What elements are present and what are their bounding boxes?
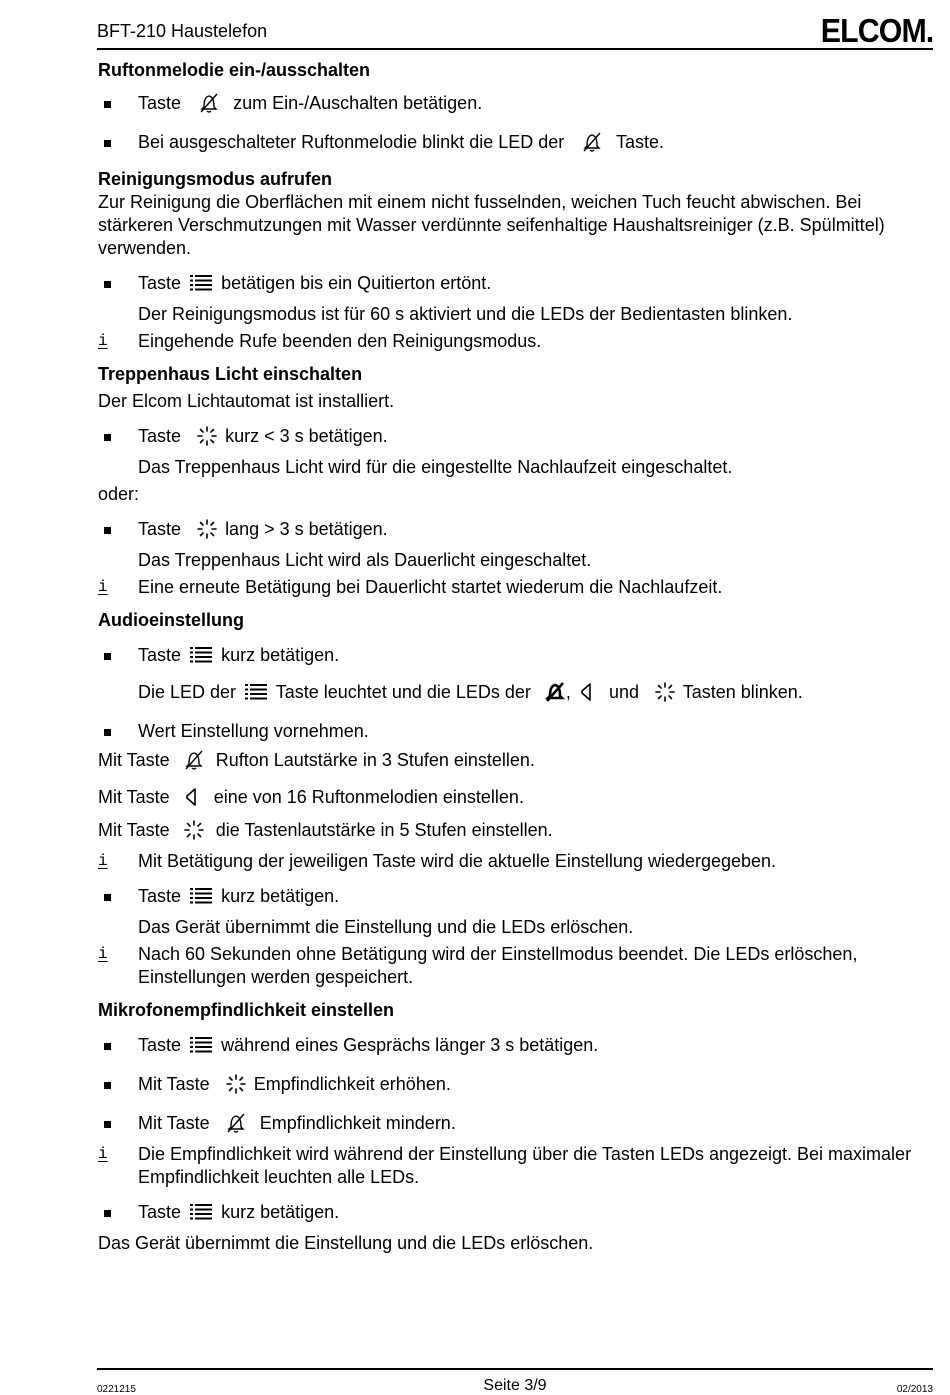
info-note: i Eine erneute Betätigung bei Dauerlicht startet wiederum die Nachlaufzeit. (98, 577, 723, 597)
heading-treppenhaus: Treppenhaus Licht einschalten (98, 364, 363, 384)
menu-icon (245, 682, 267, 708)
info-icon: i (98, 578, 108, 596)
info-note: i Nach 60 Sekunden ohne Betätigung wird der Einstellmodus beendet. Die LEDs erlöschen, Einstellungen werden gespeichert. (98, 944, 858, 987)
bullet-marker (104, 140, 111, 147)
list-item: Taste kurz < 3 s betätigen. (98, 425, 928, 452)
paragraph: Mit Taste Rufton Lautstärke in 3 Stufen einstellen. (98, 749, 928, 776)
menu-icon (190, 1202, 212, 1228)
info-icon: i (98, 945, 108, 963)
light-icon (183, 820, 205, 846)
info-icon: i (98, 852, 108, 870)
info-icon: i (98, 1145, 108, 1163)
list-item: Taste betätigen bis ein Quitierton ertönt. (98, 272, 928, 299)
list-item-detail: Das Gerät übernimmt die Einstellung und die LEDs erlöschen. (138, 917, 634, 937)
document-number: 0221215 (97, 1384, 136, 1395)
list-item-detail: Das Treppenhaus Licht wird als Dauerlicht eingeschaltet. (138, 550, 592, 570)
bullet-marker (104, 653, 111, 660)
bullet-marker (104, 527, 111, 534)
page-number: Seite 3/9 (483, 1377, 547, 1394)
light-icon (196, 426, 218, 452)
paragraph: Das Gerät übernimmt die Einstellung und die LEDs erlöschen. (98, 1233, 594, 1253)
speaker-icon (578, 682, 594, 708)
bullet-marker (104, 1210, 111, 1217)
list-item: Taste kurz betätigen. (98, 644, 928, 671)
list-item-detail: Der Reinigungsmodus ist für 60 s aktiviert und die LEDs der Bedientasten blinken. (138, 304, 793, 324)
bell-off-icon (544, 682, 566, 708)
bell-off-icon (581, 132, 603, 158)
light-icon (196, 519, 218, 545)
bell-off-icon (183, 750, 205, 776)
list-item: Bei ausgeschalteter Ruftonmelodie blinkt die LED der Taste. (98, 131, 928, 158)
page-content (98, 59, 928, 1255)
list-item: Taste kurz betätigen. (98, 1201, 928, 1228)
list-item: Taste kurz betätigen. (98, 885, 928, 912)
speaker-icon (183, 787, 199, 813)
paragraph: Zur Reinigung die Oberflächen mit einem nicht fusselnden, weichen Tuch feucht abwischen. Bei stärkeren Verschmutzungen mit Wasser verdünnte seifenhaltige Haushaltsreiniger (z.B. Spülmittel) verwenden. (98, 192, 885, 258)
list-item-detail: Das Treppenhaus Licht wird für die eingestellte Nachlaufzeit eingeschaltet. (138, 457, 733, 477)
menu-icon (190, 645, 212, 671)
list-item: Taste lang > 3 s betätigen. (98, 518, 928, 545)
bullet-marker (104, 1043, 111, 1050)
list-item: Wert Einstellung vornehmen. (98, 720, 928, 743)
bell-off-icon (225, 1113, 247, 1139)
page-header (97, 14, 933, 50)
elcom-logo: ELCOM. (820, 12, 933, 49)
list-item: Mit Taste Empfindlichkeit mindern. (98, 1112, 928, 1139)
info-note: i Die Empfindlichkeit wird während der Einstellung über die Tasten LEDs angezeigt. Bei maximaler Empfindlichkeit leuchten alle LEDs. (98, 1144, 912, 1187)
bullet-marker (104, 729, 111, 736)
paragraph: Mit Taste die Tastenlautstärke in 5 Stufen einstellen. (98, 819, 928, 846)
page-footer (97, 1368, 933, 1395)
document-title: BFT-210 Haustelefon (97, 21, 268, 41)
menu-icon (190, 1035, 212, 1061)
bullet-marker (104, 101, 111, 108)
light-icon (225, 1074, 247, 1100)
bullet-marker (104, 894, 111, 901)
paragraph: Der Elcom Lichtautomat ist installiert. (98, 391, 395, 411)
bullet-marker (104, 1121, 111, 1128)
paragraph-or: oder: (98, 484, 140, 504)
info-icon: i (98, 332, 108, 350)
bullet-marker (104, 434, 111, 441)
info-note: i Mit Betätigung der jeweiligen Taste wird die aktuelle Einstellung wiedergegeben. (98, 851, 777, 871)
bullet-marker (104, 1082, 111, 1089)
list-item: Taste während eines Gesprächs länger 3 s betätigen. (98, 1034, 928, 1061)
bell-off-icon (198, 93, 220, 119)
document-date: 02/2013 (896, 1384, 933, 1395)
menu-icon (190, 273, 212, 299)
info-note: i Eingehende Rufe beenden den Reinigungsmodus. (98, 331, 542, 351)
bullet-marker (104, 281, 111, 288)
list-item: Mit Taste Empfindlichkeit erhöhen. (98, 1073, 928, 1100)
paragraph: Mit Taste eine von 16 Ruftonmelodien einstellen. (98, 786, 928, 813)
heading-audioeinstellung: Audioeinstellung (98, 610, 244, 630)
list-item: Taste zum Ein-/Auschalten betätigen. (98, 92, 928, 119)
heading-reinigungsmodus: Reinigungsmodus aufrufen (98, 169, 332, 189)
heading-ruftonmelodie: Ruftonmelodie ein-/ausschalten (98, 60, 371, 80)
list-item-detail: Die LED der Taste leuchtet und die LEDs der , und Tasten blinken. (98, 681, 928, 708)
light-icon (654, 682, 676, 708)
heading-mikrofonempfindlichkeit: Mikrofonempfindlichkeit einstellen (98, 1000, 395, 1020)
menu-icon (190, 886, 212, 912)
